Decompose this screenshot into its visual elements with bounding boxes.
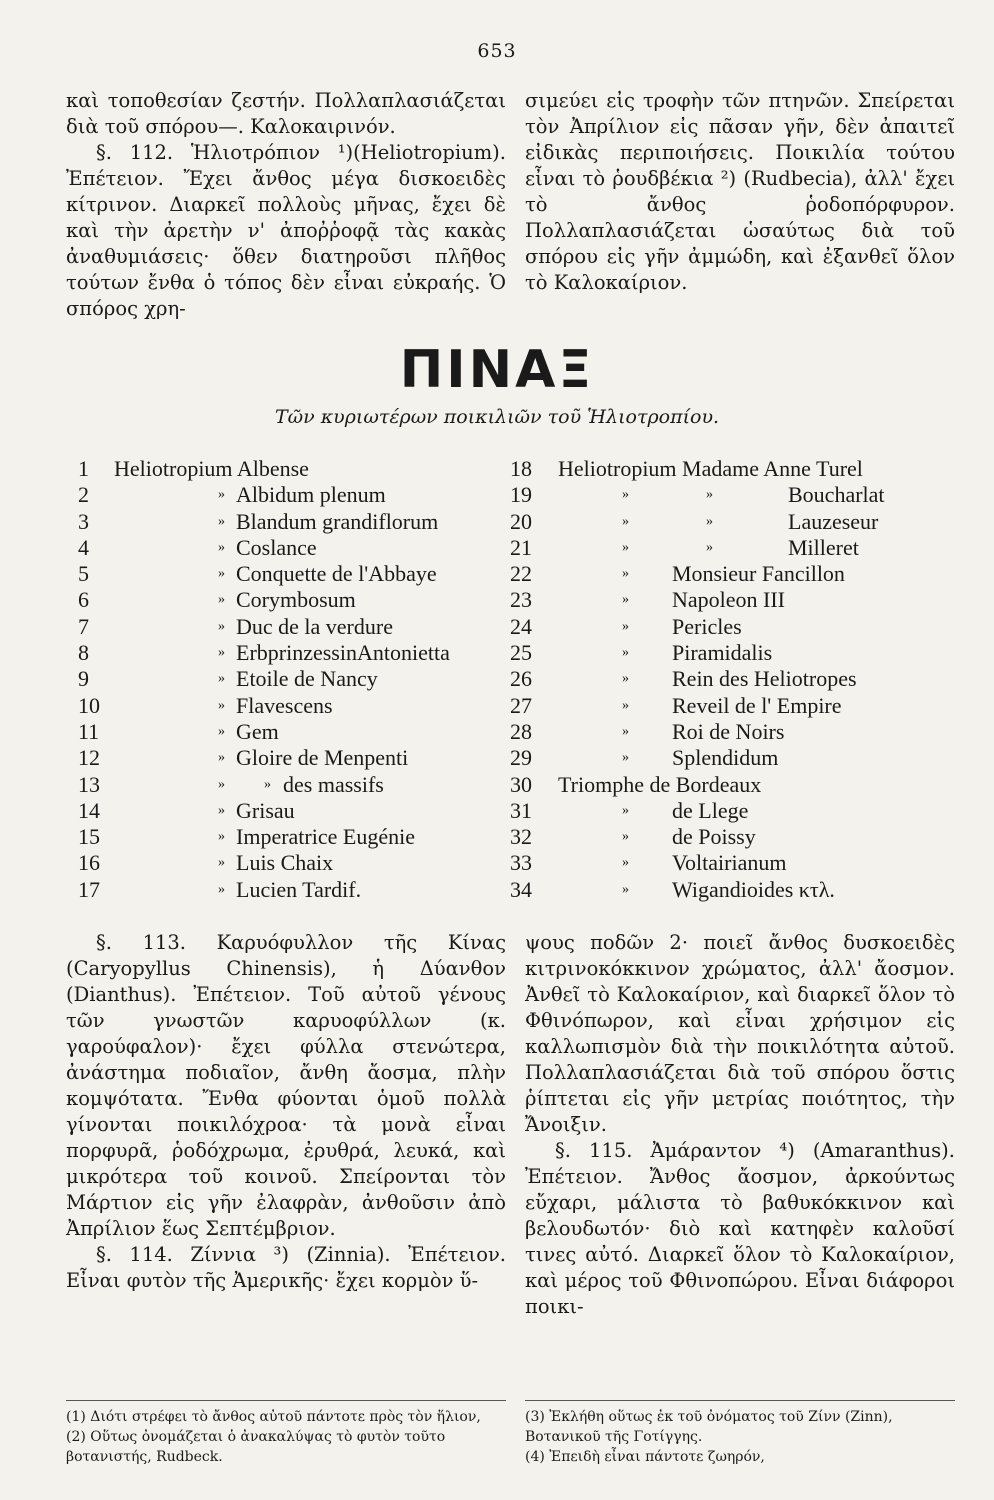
ditto-mark: » — [218, 723, 225, 739]
variety-name: Coslance — [236, 534, 317, 560]
item-number: 13 — [78, 771, 100, 797]
list-item — [510, 824, 960, 850]
ditto-mark: » — [622, 750, 629, 766]
ditto-mark: » — [622, 566, 629, 582]
list-item — [510, 772, 960, 798]
list-item — [78, 693, 498, 719]
list-item — [78, 509, 498, 535]
list-item — [510, 877, 960, 903]
ditto-mark: » — [218, 776, 225, 792]
ditto-mark: » — [622, 671, 629, 687]
footnote: (1) Διότι στρέφει τὸ ἄνθος αὐτοῦ πάντοτε πρὸς τὸν ἥλιον, — [66, 1409, 481, 1425]
item-number: 8 — [78, 640, 89, 666]
variety-name: Wigandioides κτλ. — [672, 876, 835, 902]
item-number: 23 — [510, 587, 532, 613]
variety-name: Voltairianum — [672, 850, 787, 876]
list-item — [78, 719, 498, 745]
ditto-mark: » — [218, 539, 225, 555]
variety-name: des massifs — [283, 771, 384, 797]
ditto-mark: » — [218, 618, 225, 634]
paragraph: καὶ τοποθεσίαν ζεστήν. Πολλαπλασιάζεται διὰ τοῦ σπόρου—. Καλοκαιρινόν. — [66, 89, 506, 138]
ditto-mark: » — [622, 618, 629, 634]
variety-name: Luis Chaix — [236, 850, 334, 876]
variety-name: Corymbosum — [236, 587, 356, 613]
variety-name: Reveil de l' Empire — [672, 692, 842, 718]
list-item — [78, 561, 498, 587]
list-item — [78, 877, 498, 903]
footnote: (3) Ἐκλήθη οὕτως ἐκ τοῦ ὀνόματος τοῦ Ζίνν (Zinn), Βοτανικοῦ τῆς Γοτίγγης. — [525, 1409, 893, 1445]
variety-name: Roi de Noirs — [672, 718, 785, 744]
list-item — [510, 535, 960, 561]
ditto-mark: » — [706, 487, 713, 503]
item-number: 26 — [510, 666, 532, 692]
ditto-mark: » — [264, 776, 271, 792]
item-number: 29 — [510, 745, 532, 771]
list-item — [78, 587, 498, 613]
ditto-mark: » — [218, 881, 225, 897]
item-number: 19 — [510, 482, 532, 508]
item-number: 20 — [510, 508, 532, 534]
list-item — [78, 456, 498, 482]
list-item — [510, 456, 960, 482]
item-number: 25 — [510, 640, 532, 666]
variety-name: Heliotropium Albense — [114, 456, 309, 481]
ditto-mark: » — [218, 697, 225, 713]
item-number: 33 — [510, 850, 532, 876]
item-number: 4 — [78, 534, 89, 560]
item-number: 15 — [78, 824, 100, 850]
ditto-mark: » — [622, 592, 629, 608]
bottom-right-column — [525, 930, 955, 1320]
item-number: 32 — [510, 824, 532, 850]
table-subtitle: Τῶν κυριωτέρων ποικιλιῶν τοῦ Ἡλιοτροπίου. — [274, 406, 720, 428]
list-item — [78, 666, 498, 692]
ditto-mark: » — [622, 829, 629, 845]
list-item — [510, 561, 960, 587]
item-number: 27 — [510, 692, 532, 718]
list-item — [78, 798, 498, 824]
list-item — [78, 850, 498, 876]
item-number: 21 — [510, 534, 532, 560]
variety-name: Grisau — [236, 797, 295, 823]
list-item — [78, 614, 498, 640]
variety-name: Rein des Heliotropes — [672, 666, 857, 692]
footnote: (4) Ἐπειδὴ εἶναι πάντοτε ζωηρόν, — [525, 1449, 765, 1465]
variety-name: Flavescens — [236, 692, 333, 718]
variety-name: Monsieur Fancillon — [672, 561, 845, 587]
ditto-mark: » — [622, 855, 629, 871]
ditto-mark: » — [706, 539, 713, 555]
list-item — [510, 850, 960, 876]
top-left-column — [66, 88, 506, 322]
variety-name: Heliotropium Madame Anne Turel — [558, 456, 863, 481]
ditto-mark: » — [706, 513, 713, 529]
variety-name: de Llege — [672, 797, 749, 823]
variety-name: Gem — [236, 718, 279, 744]
ditto-mark: » — [218, 566, 225, 582]
variety-name: Gloire de Menpenti — [236, 745, 409, 771]
ditto-mark: » — [622, 487, 629, 503]
ditto-mark: » — [218, 855, 225, 871]
variety-name: Pericles — [672, 613, 742, 639]
ditto-mark: » — [218, 802, 225, 818]
item-number: 34 — [510, 876, 532, 902]
item-number: 11 — [78, 718, 100, 744]
variety-name: Etoile de Nancy — [236, 666, 378, 692]
paragraph: §. 112. Ἡλιοτρόπιον ¹)(Heliotropium). Ἐπέτειον. Ἔχει ἄνθος μέγα δισκοειδὲς κίτρινον. Διαρκεῖ πολλοὺς μῆνας, ἔχει δὲ καὶ τὴν ἀρετὴν ν' ἀποῤῥοφᾷ τὰς κακὰς ἀναθυμιάσεις· ὅθεν διατηροῦσι πλῆθος τούτων ἔνθα ὁ τόπος δὲν εἶναι εὐκραής. Ὁ σπόρος χρη- — [66, 141, 506, 320]
item-number: 28 — [510, 718, 532, 744]
list-item — [510, 798, 960, 824]
list-item — [78, 482, 498, 508]
ditto-mark: » — [622, 881, 629, 897]
item-number: 22 — [510, 561, 532, 587]
variety-name: Napoleon III — [672, 587, 786, 613]
ditto-mark: » — [622, 697, 629, 713]
paragraph: §. 114. Ζίννια ³) (Zinnia). Ἐπέτειον. Εἶναι φυτὸν τῆς Ἀμερικῆς· ἔχει κορμὸν ὕ- — [66, 1243, 506, 1292]
item-number: 9 — [78, 666, 89, 692]
ditto-mark: » — [218, 750, 225, 766]
item-number: 5 — [78, 561, 89, 587]
list-item — [78, 640, 498, 666]
list-item — [510, 482, 960, 508]
ditto-mark: » — [218, 829, 225, 845]
ditto-mark: » — [622, 539, 629, 555]
list-item — [78, 745, 498, 771]
item-number: 17 — [78, 876, 100, 902]
item-number: 30 — [510, 771, 532, 797]
footnotes-right — [525, 1400, 955, 1467]
variety-name: Duc de la verdure — [236, 613, 393, 639]
list-item — [510, 693, 960, 719]
item-number: 31 — [510, 797, 532, 823]
variety-name: Albidum plenum — [236, 482, 386, 508]
ditto-mark: » — [218, 645, 225, 661]
list-item — [510, 587, 960, 613]
paragraph: ψους ποδῶν 2· ποιεῖ ἄνθος δυσκοειδὲς κιτρινοκόκκινον χρώματος, ἀλλ' ἄοσμον. Ἀνθεῖ τὸ Καλοκαίριον, καὶ διαρκεῖ ὅλον τὸ Φθινόπωρον, καὶ εἶναι χρήσιμον εἰς καλλωπισμὸν διὰ τὴν ποικιλότητα αὐτοῦ. Πολλαπλασιάζεται διὰ τοῦ σπόρου ὅστις ῥίπτεται εἰς γῆν μετρίας ποιότητος, τὴν Ἄνοιξιν. — [525, 931, 955, 1136]
page-number: 653 — [477, 40, 517, 62]
ditto-mark: » — [218, 671, 225, 687]
list-item — [78, 824, 498, 850]
variety-name: Triomphe de Bordeaux — [558, 771, 762, 797]
ditto-mark: » — [622, 802, 629, 818]
ditto-mark: » — [622, 723, 629, 739]
variety-name: Splendidum — [672, 745, 779, 771]
item-number: 7 — [78, 613, 89, 639]
variety-name: Lauzeseur — [788, 508, 879, 534]
top-right-column — [525, 88, 955, 296]
list-item — [78, 535, 498, 561]
item-number: 12 — [78, 745, 100, 771]
variety-name: Lucien Tardif. — [236, 876, 362, 902]
item-number: 16 — [78, 850, 100, 876]
ditto-mark: » — [218, 487, 225, 503]
variety-name: de Poissy — [672, 824, 756, 850]
footnotes-left — [66, 1400, 506, 1467]
list-item — [510, 745, 960, 771]
ditto-mark: » — [218, 513, 225, 529]
table-title: ΠΙΝΑΞ — [399, 340, 595, 400]
bottom-left-column — [66, 930, 506, 1294]
paragraph: σιμεύει εἰς τροφὴν τῶν πτηνῶν. Σπείρεται τὸν Ἀπρίλιον εἰς πᾶσαν γῆν, δὲν ἀπαιτεῖ εἰδικὰς περιποιήσεις. Ποικιλία τούτου εἶναι τὸ ῥουδβέκια ²) (Rudbecia), ἀλλ' ἔχει τὸ ἄνθος ῥοδοπόρφυρον. Πολλαπλασιάζεται ὡσαύτως διὰ τοῦ σπόρου εἰς γῆν ἀμμώδη, καὶ ἐξανθεῖ ὅλον τὸ Καλοκαίριον. — [525, 89, 955, 294]
list-item — [510, 719, 960, 745]
ditto-mark: » — [622, 645, 629, 661]
variety-name: Imperatrice Eugénie — [236, 824, 415, 850]
list-item — [78, 772, 498, 798]
variety-name: Boucharlat — [788, 482, 885, 508]
item-number: 2 — [78, 482, 89, 508]
variety-name: Piramidalis — [672, 640, 773, 666]
variety-name: ErbprinzessinAntonietta — [236, 640, 450, 666]
footnote: (2) Οὕτως ὀνομάζεται ὁ ἀνακαλύψας τὸ φυτὸν τοῦτο βοτανιστής, Rudbeck. — [66, 1429, 446, 1465]
list-item — [510, 509, 960, 535]
item-number: 1 — [78, 456, 89, 481]
paragraph: §. 113. Καρυόφυλλον τῆς Κίνας (Caryopyllus Chinensis), ἡ Δύανθον (Dianthus). Ἐπέτειον. Τοῦ αὐτοῦ γένους τῶν γνωστῶν καρυοφύλλων (κ. γαρούφαλον)· ἔχει φύλλα στενώτερα, ἀνάστημα ποδιαῖον, ἄνθη ἄοσμα, πλὴν κομψότατα. Ἔνθα φύονται ὁμοῦ πολλὰ γίνονται ποικιλόχροα· τὰ μονὰ εἶναι πορφυρᾶ, ῥοδόχρωμα, ἐρυθρά, λευκά, καὶ μικρότερα τοῦ κοινοῦ. Σπείρονται τὸν Μάρτιον εἰς γῆν ἐλαφρὰν, ἀνθοῦσιν ἀπὸ Ἀπρίλιον ἕως Σεπτέμβριον. — [66, 931, 506, 1240]
item-number: 24 — [510, 613, 532, 639]
item-number: 10 — [78, 692, 100, 718]
ditto-mark: » — [622, 513, 629, 529]
item-number: 18 — [510, 456, 532, 481]
varieties-list-right — [510, 456, 960, 903]
variety-name: Milleret — [788, 534, 859, 560]
list-item — [510, 666, 960, 692]
item-number: 6 — [78, 587, 89, 613]
variety-name: Conquette de l'Abbaye — [236, 561, 437, 587]
variety-name: Blandum grandiflorum — [236, 508, 439, 534]
paragraph: §. 115. Ἀμάραντον ⁴) (Amaranthus). Ἐπέτειον. Ἄνθος ἄοσμον, ἀρκούντως εὔχαρι, μάλιστα τὸ βαθυκόκκινον καὶ βελουδωτόν· διὸ καὶ κατηφὲν καλοῦσί τινες αὐτό. Διαρκεῖ ὅλον τὸ Καλοκαίριον, καὶ μέρος τοῦ Φθινοπώρου. Εἶναι διάφοροι ποικι- — [525, 1139, 955, 1318]
item-number: 3 — [78, 508, 89, 534]
item-number: 14 — [78, 797, 100, 823]
varieties-list-left — [78, 456, 498, 903]
list-item — [510, 640, 960, 666]
list-item — [510, 614, 960, 640]
ditto-mark: » — [218, 592, 225, 608]
